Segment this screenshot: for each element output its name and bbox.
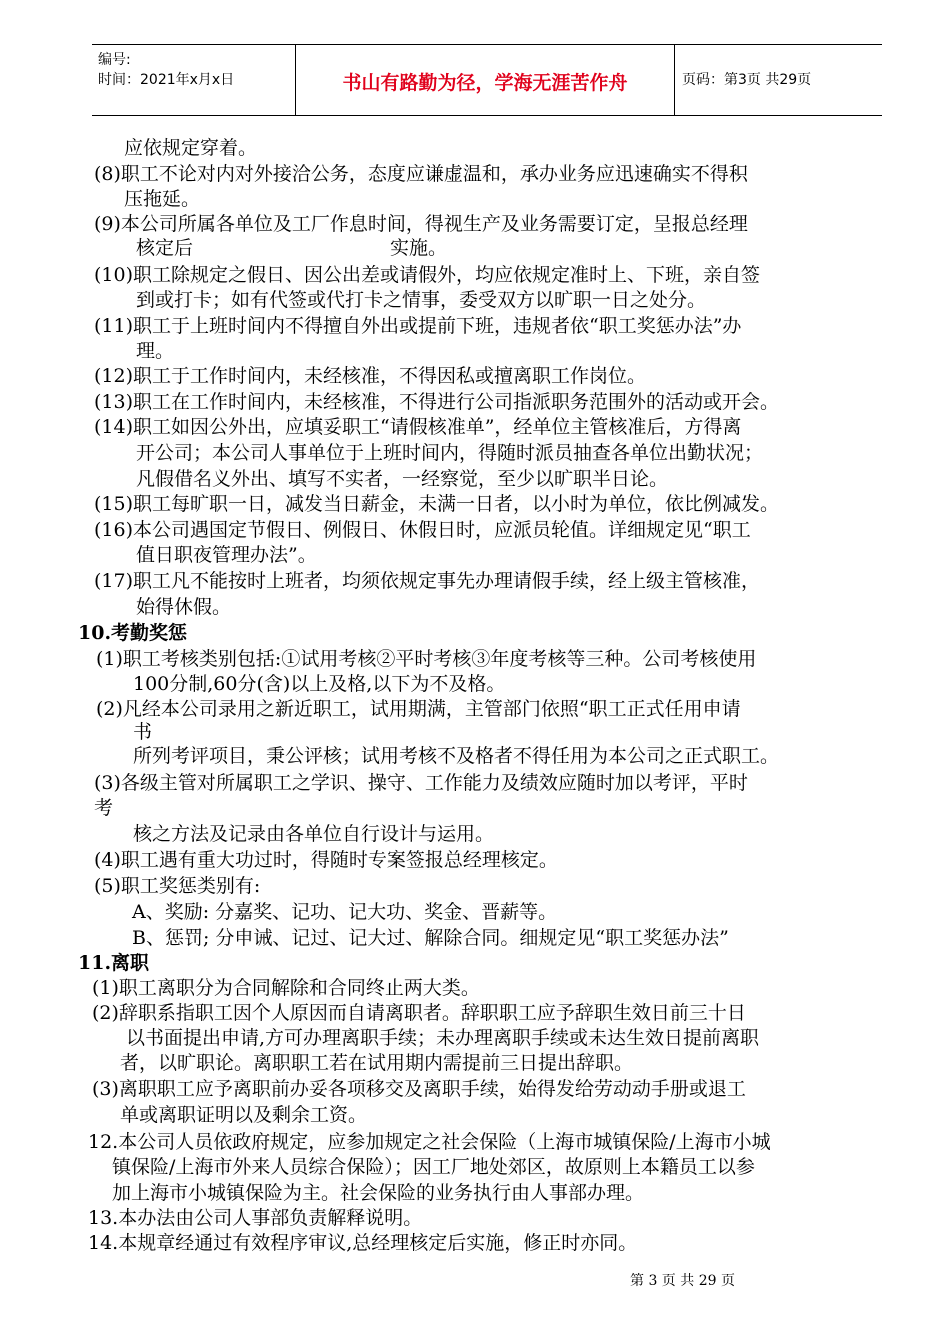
text-line: B、惩罚; 分申诫、记过、记大过、解除合同。细规定见“职工奖惩办法” [132, 927, 729, 949]
list-item: (2)凡经本公司录用之新近职工，试用期满，主管部门依照“职工正式任用申请 [96, 698, 741, 720]
document-number-label: 编号: [98, 52, 131, 68]
list-item: (13)职工在工作时间内，未经核准，不得进行公司指派职务范围外的活动或开会。 [94, 391, 780, 413]
document-time-label: 时间：2021年x月x日 [98, 72, 235, 88]
text-line: 核定后 [136, 237, 194, 259]
text-line: 开公司；本公司人事单位于上班时间内，得随时派员抽查各单位出勤状况； [136, 442, 764, 464]
page-footer: 第 3 页 共 29 页 [630, 1273, 735, 1289]
list-item: (11)职工于上班时间内不得擅自外出或提前下班，违规者依“职工奖惩办法”办 [94, 315, 742, 337]
text-line: 以书面提出申请,方可办理离职手续；未办理离职手续或未达生效日提前离职 [126, 1027, 760, 1049]
list-item: 13.本办法由公司人事部负责解释说明。 [88, 1207, 423, 1229]
header-slogan: 书山有路勤为径，学海无涯苦作舟 [342, 72, 628, 94]
list-item: (8)职工不论对内对外接洽公务，态度应谦虚温和，承办业务应迅速确实不得积 [94, 163, 748, 185]
list-item: (5)职工奖惩类别有: [94, 875, 261, 897]
header-page-number: 页码：第3页 共29页 [682, 72, 812, 88]
list-item: (10)职工除规定之假日、因公出差或请假外，均应依规定准时上、下班，亲自签 [94, 264, 761, 286]
list-item: (15)职工每旷职一日，减发当日薪金，未满一日者，以小时为单位，依比例减发。 [94, 493, 780, 515]
text-line: 考 [94, 797, 114, 819]
text-line: 加上海市小城镇保险为主。社会保险的业务执行由人事部办理。 [112, 1182, 645, 1204]
section-heading: 10.考勤奖惩 [78, 622, 188, 644]
text-line: 到或打卡；如有代签或代打卡之情事，委受双方以旷职一日之处分。 [136, 289, 707, 311]
header-divider [674, 45, 675, 115]
list-item: (2)辞职系指职工因个人原因而自请离职者。辞职职工应予辞职生效日前三十日 [92, 1002, 746, 1024]
text-line: 所列考评项目，秉公评核；试用考核不及格者不得任用为本公司之正式职工。 [133, 745, 780, 767]
list-item: (17)职工凡不能按时上班者，均须依规定事先办理请假手续，经上级主管核准， [94, 570, 761, 592]
text-line: 者，以旷职论。离职职工若在试用期内需提前三日提出辞职。 [120, 1052, 634, 1074]
text-line: 始得休假。 [136, 596, 232, 618]
section-heading: 11.离职 [78, 952, 150, 974]
text-line: 理。 [136, 340, 175, 362]
list-item: (9)本公司所属各单位及工厂作息时间，得视生产及业务需要订定，呈报总经理 [94, 213, 748, 235]
list-item: 14.本规章经通过有效程序审议,总经理核定后实施，修正时亦同。 [88, 1232, 638, 1254]
page-header [92, 44, 882, 116]
list-item: (12)职工于工作时间内，未经核准，不得因私或擅离职工作岗位。 [94, 365, 647, 387]
list-item: (1)职工考核类别包括:①试用考核②平时考核③年度考核等三种。公司考核使用 [96, 648, 757, 670]
list-item: 12.本公司人员依政府规定，应参加规定之社会保险（上海市城镇保险/上海市小城 [88, 1131, 771, 1153]
list-item: (1)职工离职分为合同解除和合同终止两大类。 [92, 977, 480, 999]
text-line: 书 [133, 721, 153, 743]
text-line: 应依规定穿着。 [124, 137, 258, 159]
list-item: (3)离职职工应予离职前办妥各项移交及离职手续，始得发给劳动动手册或退工 [92, 1078, 746, 1100]
list-item: (3)各级主管对所属职工之学识、操守、工作能力及绩效应随时加以考评，平时 [94, 772, 748, 794]
text-line: 凡假借名义外出、填写不实者，一经察觉，至少以旷职半日论。 [136, 468, 669, 490]
list-item: (14)职工如因公外出，应填妥职工“请假核准单”，经单位主管核准后，方得离 [94, 416, 742, 438]
text-line: 核之方法及记录由各单位自行设计与运用。 [133, 823, 495, 845]
text-line: A、奖励: 分嘉奖、记功、记大功、奖金、晋薪等。 [132, 901, 558, 923]
list-item: (4)职工遇有重大功过时，得随时专案签报总经理核定。 [94, 849, 558, 871]
text-line: 值日职夜管理办法”。 [136, 544, 317, 566]
text-line: 100分制,60分(含)以上及格,以下为不及格。 [133, 673, 506, 695]
text-line: 实施。 [390, 237, 448, 259]
text-line: 压拖延。 [124, 188, 201, 210]
text-line: 镇保险/上海市外来人员综合保险）；因工厂地处郊区，故原则上本籍员工以参 [112, 1156, 755, 1178]
text-line: 单或离职证明以及剩余工资。 [120, 1104, 368, 1126]
list-item: (16)本公司遇国定节假日、例假日、休假日时，应派员轮值。详细规定见“职工 [94, 519, 751, 541]
